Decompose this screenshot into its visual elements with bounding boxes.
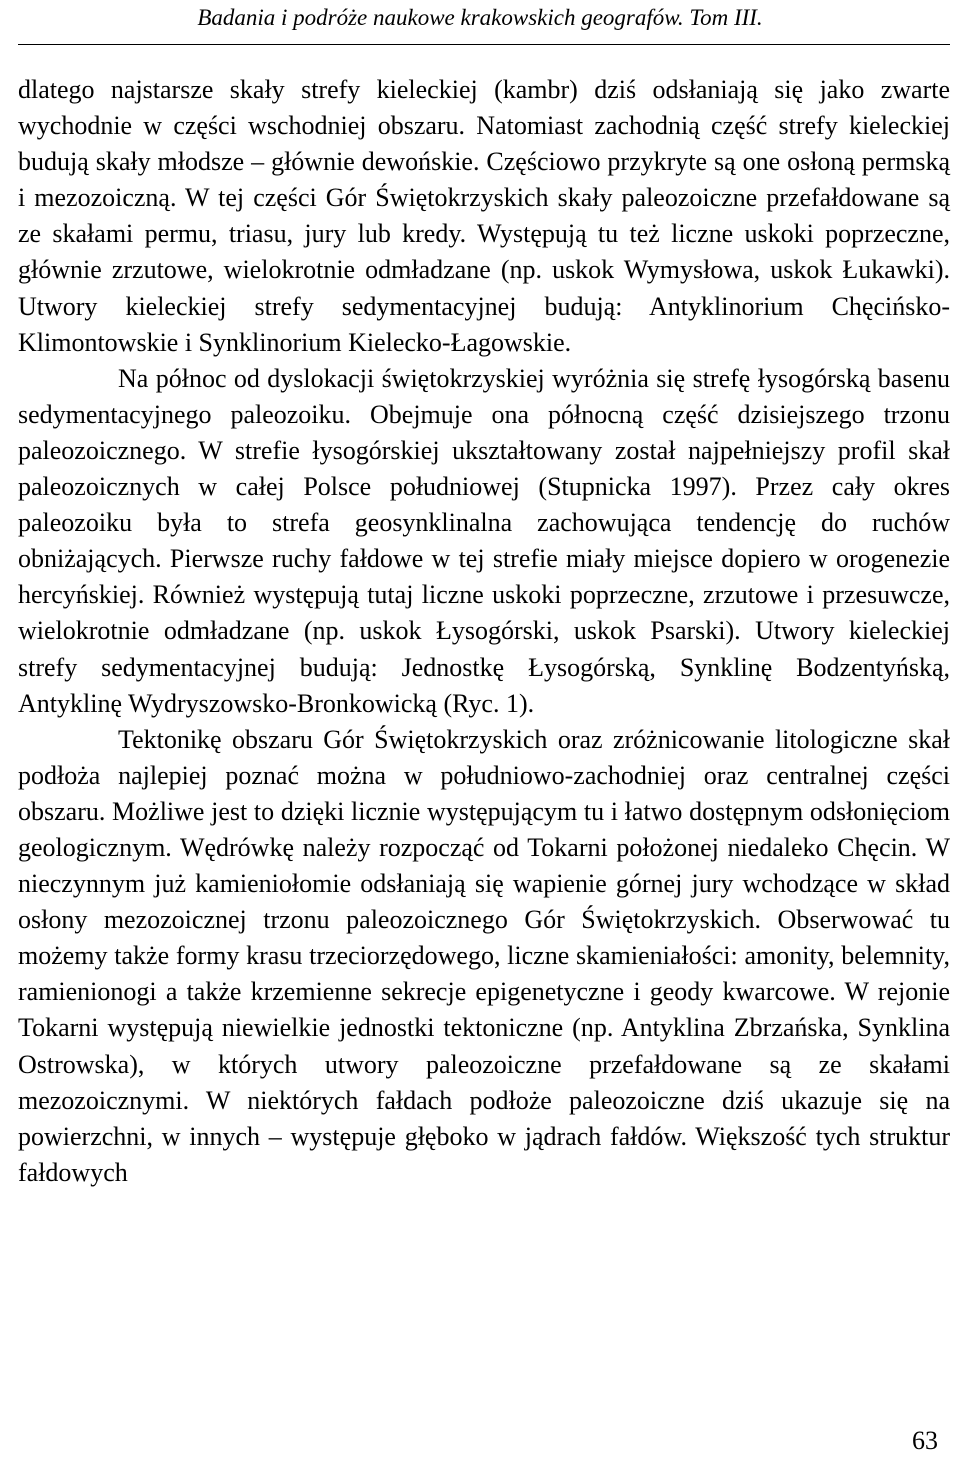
body-text (18, 72, 950, 1191)
paragraph: Na północ od dyslokacji świętokrzyskiej wyróżnia się strefę łysogórską basenu sedymentacyjnego paleozoiku. Obejmuje ona północną część dzisiejszego trzonu paleozoicznego. W strefie łysogórskiej ukształtowany został najpełniejszy profil skał paleozoicznych w całej Polsce południowej (Stupnicka 1997). Przez cały okres paleozoiku była to strefa geosynklinalna zachowująca tendencję do ruchów obniżających. Pierwsze ruchy fałdowe w tej strefie miały miejsce dopiero w orogenezie hercyńskiej. Również występują tutaj liczne uskoki poprzeczne, zrzutowe i przesuwcze, wielokrotnie odmładzane (np. uskok Łysogórski, uskok Psarski). Utwory kieleckiej strefy sedymentacyjnej budują: Jednostkę Łysogórską, Synklinę Bodzentyńską, Antyklinę Wydryszowsko-Bronkowicką (Ryc. 1). (18, 363, 950, 718)
header-divider (18, 44, 950, 45)
paragraph: Tektonikę obszaru Gór Świętokrzyskich oraz zróżnicowanie litologiczne skał podłoża najlepiej poznać można w południowo-zachodniej oraz centralnej części obszaru. Możliwe jest to dzięki licznie występującym tu i łatwo dostępnym odsłonięciom geologicznym. Wędrówkę należy rozpocząć od Tokarni położonej niedaleko Chęcin. W nieczynnym już kamieniołomie odsłaniają się wapienie górnej jury wchodzące w skład osłony mezozoicznej trzonu paleozoicznego Gór Świętokrzyskich. Obserwować tu możemy także formy krasu trzeciorzędowego, liczne skamieniałości: amonity, belemnity, ramienionogi a także krzemienne sekrecje epigenetyczne i geody kwarcowe. W rejonie Tokarni występują niewielkie jednostki tektoniczne (np. Antyklina Zbrzańska, Synklina Ostrowska), w których utwory paleozoiczne przefałdowane są ze skałami mezozoicznymi. W niektórych fałdach podłoże paleozoiczne dziś ukazuje się na powierzchni, w innych – występuje głęboko w jądrach fałdów. Większość tych struktur fałdowych (18, 724, 950, 1187)
page-number: 63 (912, 1426, 938, 1455)
paragraph: dlatego najstarsze skały strefy kieleckiej (kambr) dziś odsłaniają się jako zwarte wychodnie w części wschodniej obszaru. Natomiast zachodnią część strefy kieleckiej budują skały młodsze – głównie dewońskie. Częściowo przykryte są one osłoną permską i mezozoiczną. W tej części Gór Świętokrzyskich skały paleozoiczne przefałdowane są ze skałami permu, triasu, jury lub kredy. Występują tu też liczne uskoki poprzeczne, głównie zrzutowe, wielokrotnie odmładzane (np. uskok Wymysłowa, uskok Łukawki). Utwory kieleckiej strefy sedymentacyjnej budują: Antyklinorium Chęcińsko-Klimontowskie i Synklinorium Kielecko-Łagowskie. (18, 75, 950, 357)
running-header: Badania i podróże naukowe krakowskich geografów. Tom III. (197, 5, 763, 30)
